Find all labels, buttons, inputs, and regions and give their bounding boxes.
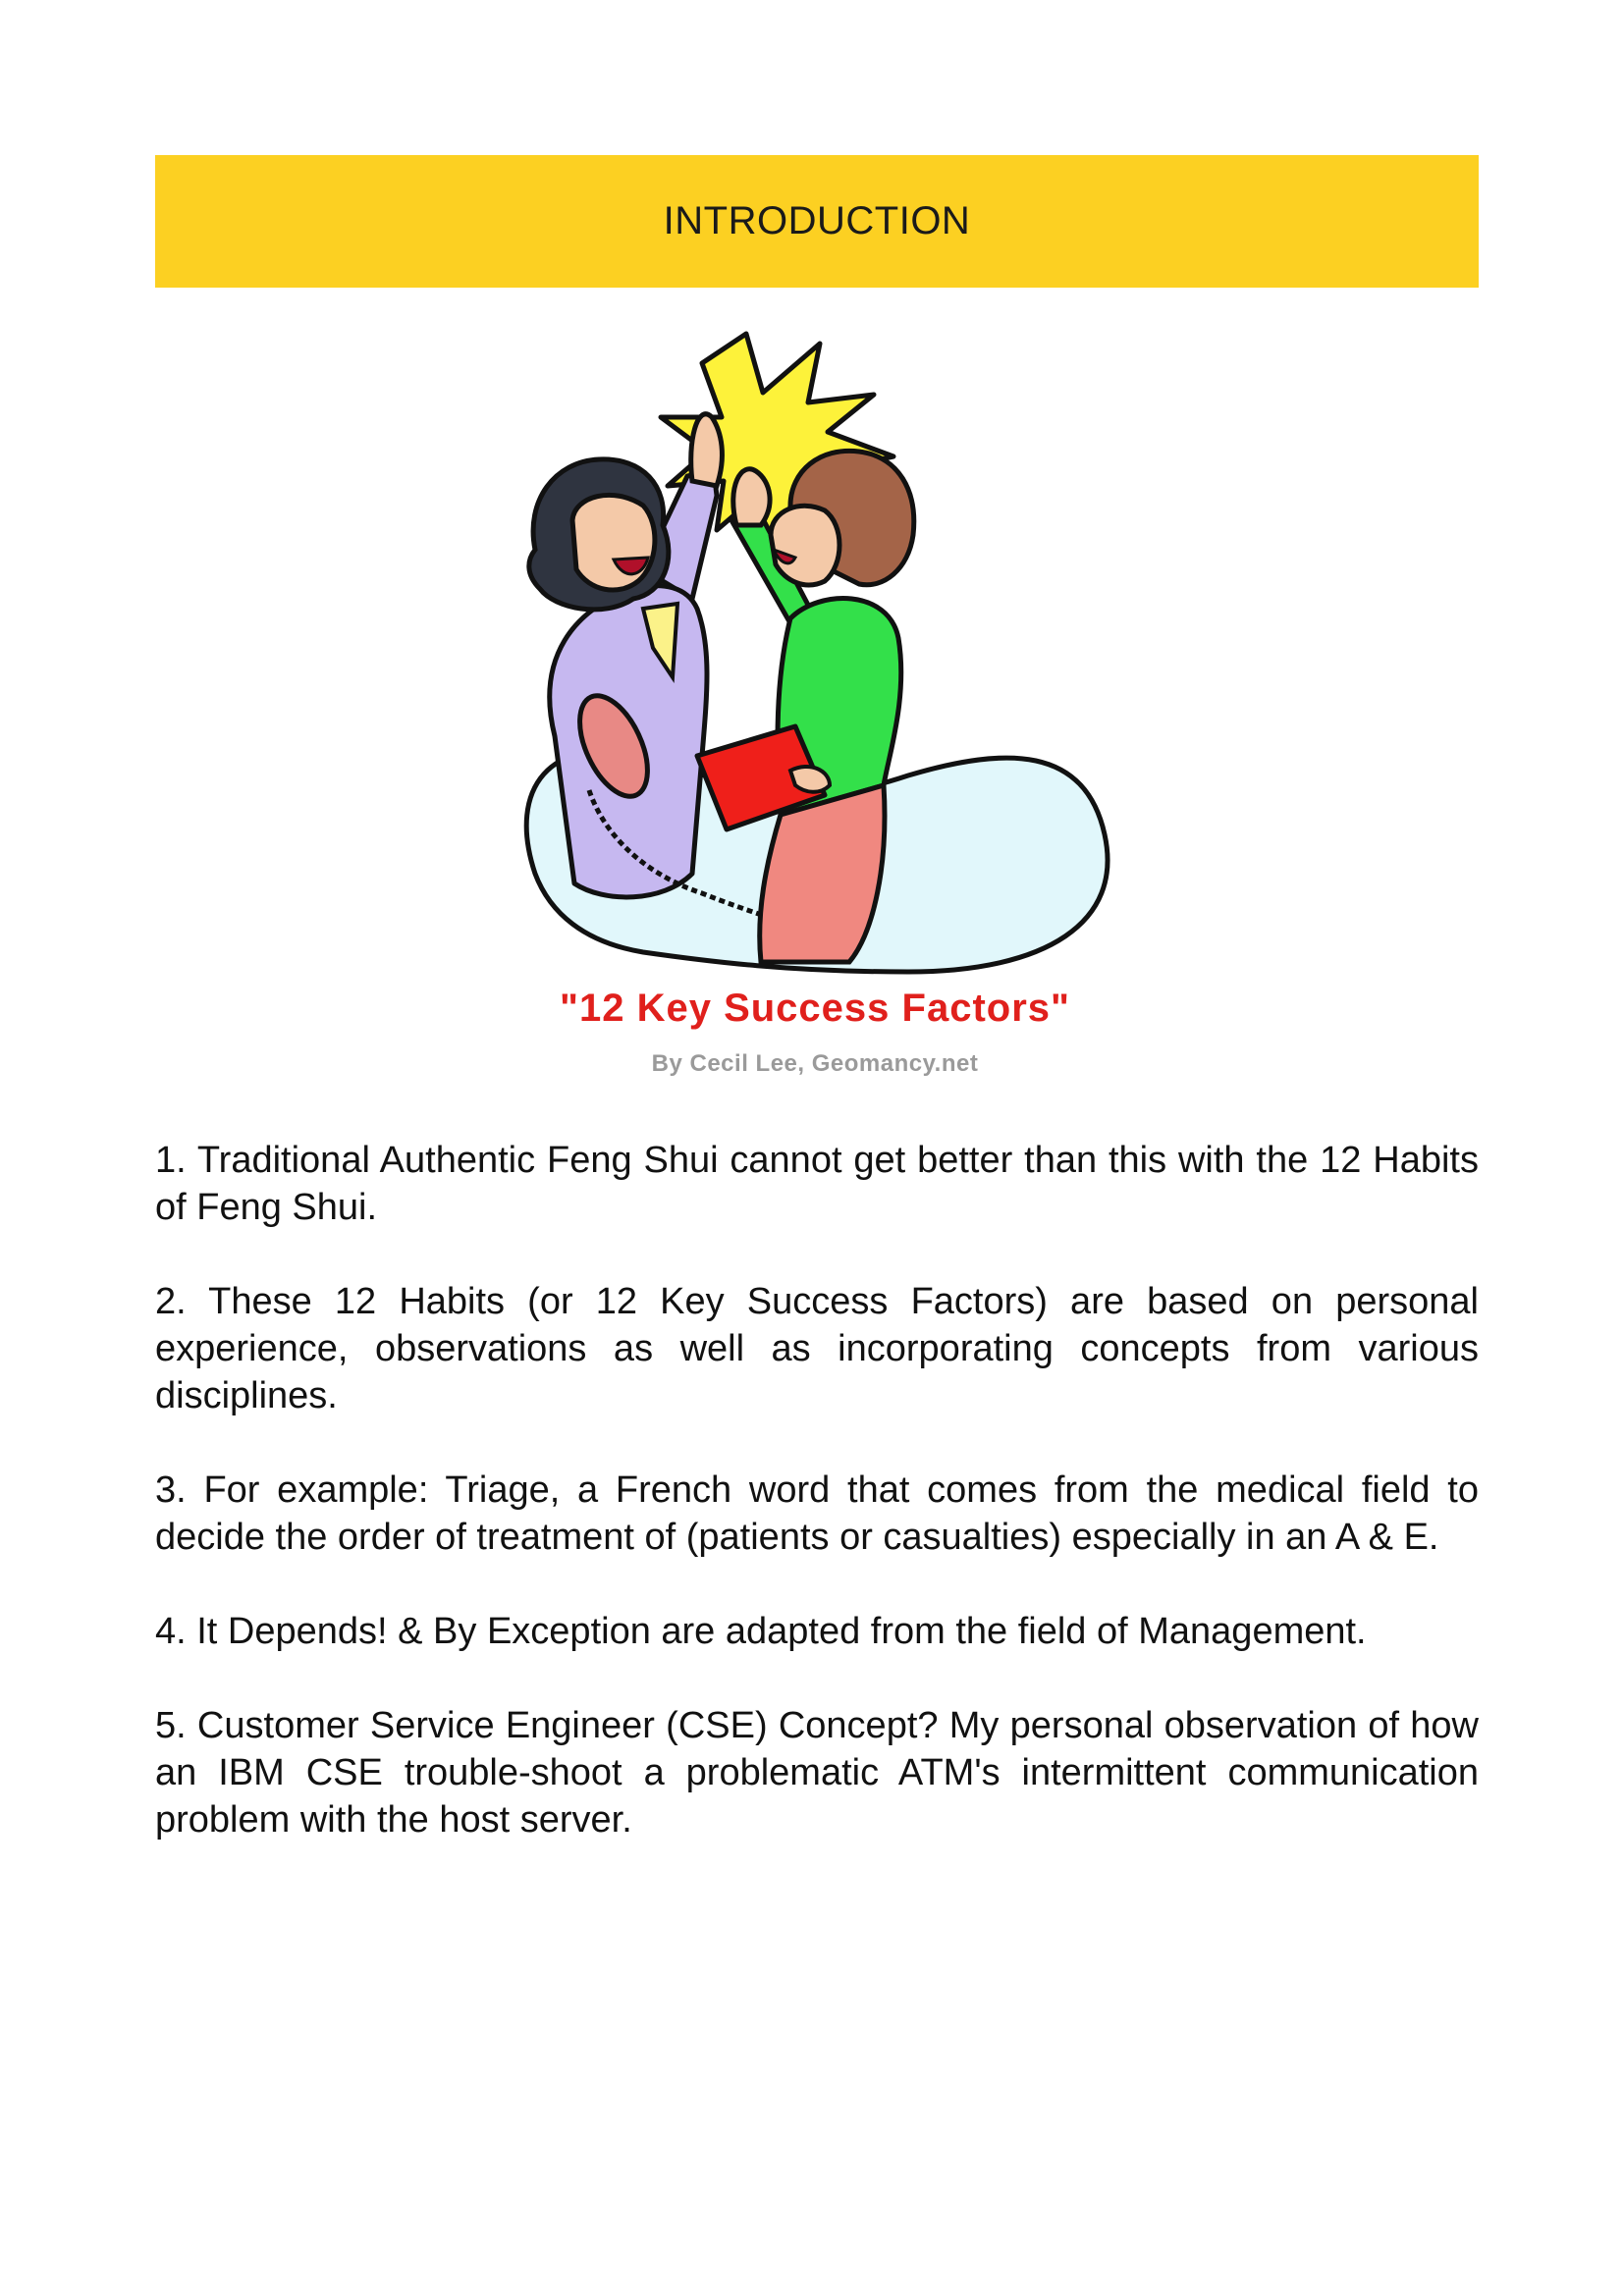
illustration-caption-title: "12 Key Success Factors" <box>560 987 1070 1030</box>
section-header-banner <box>155 155 1479 288</box>
paragraph-2: 2. These 12 Habits (or 12 Key Success Factors) are based on personal experience, observations as well as incorporating concepts from various disciplines. <box>155 1281 1479 1416</box>
high-five-illustration <box>496 324 1124 1001</box>
right-woman-face <box>771 506 839 585</box>
left-woman-hand <box>691 414 723 486</box>
right-woman-hand <box>733 469 770 525</box>
paragraph-1: 1. Traditional Authentic Feng Shui cannot get better than this with the 12 Habits of Feng Shui. <box>155 1140 1479 1228</box>
body-text <box>155 1137 1479 1891</box>
left-woman-face <box>572 495 655 590</box>
section-title: INTRODUCTION <box>663 199 971 242</box>
illustration-caption-byline: By Cecil Lee, Geomancy.net <box>651 1050 979 1077</box>
paragraph-4: 4. It Depends! & By Exception are adapted from the field of Management. <box>155 1611 1367 1652</box>
paragraph-3: 3. For example: Triage, a French word that comes from the medical field to decide the order of treatment of (patients or casualties) especially in an A & E. <box>155 1469 1479 1558</box>
paragraph-5: 5. Customer Service Engineer (CSE) Concept? My personal observation of how an IBM CSE trouble-shoot a problematic ATM's intermittent communication problem with the host server. <box>155 1705 1479 1841</box>
